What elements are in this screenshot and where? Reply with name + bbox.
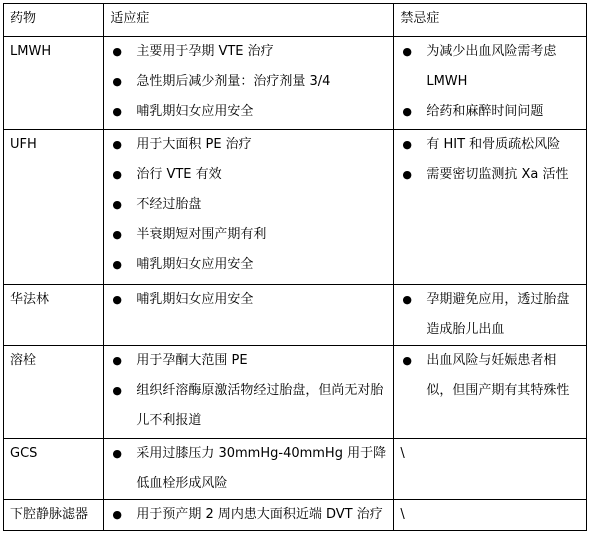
list-item: ● 需要密切监测抗 Xa 活性 [400, 160, 580, 190]
drug-name: 华法林 [4, 285, 104, 346]
table-row [4, 439, 587, 500]
contraindications-cell: \ [394, 439, 587, 500]
contraindications-cell [394, 130, 587, 285]
indications-cell [104, 130, 394, 285]
list-item: ● 组织纤溶酶原激活物经过胎盘，但尚无对胎儿不利报道 [110, 376, 387, 436]
drug-table [3, 3, 587, 531]
drug-name: 溶栓 [4, 346, 104, 439]
header-indications: 适应症 [104, 4, 394, 37]
indications-cell [104, 37, 394, 130]
header-contraindications: 禁忌症 [394, 4, 587, 37]
contraindications-cell [394, 285, 587, 346]
contraindications-cell [394, 346, 587, 439]
list-item: ● 为减少出血风险需考虑 LMWH [400, 37, 580, 97]
list-item: ● 用于预产期 2 周内患大面积近端 DVT 治疗 [110, 500, 387, 530]
contraindications-cell: \ [394, 500, 587, 531]
list-item: ● 用于大面积 PE 治疗 [110, 130, 387, 160]
table-row [4, 285, 587, 346]
table-row [4, 500, 587, 531]
list-item: ● 半衰期短对围产期有利 [110, 220, 387, 250]
header-drug: 药物 [4, 4, 104, 37]
list-item: ● 主要用于孕期 VTE 治疗 [110, 37, 387, 67]
contraindications-cell [394, 37, 587, 130]
list-item: ● 出血风险与妊娠患者相似，但围产期有其特殊性 [400, 346, 580, 406]
drug-name: GCS [4, 439, 104, 500]
table-header-row [4, 4, 587, 37]
list-item: ● 孕期避免应用，透过胎盘造成胎儿出血 [400, 285, 580, 345]
indications-cell [104, 285, 394, 346]
list-item: ● 不经过胎盘 [110, 190, 387, 220]
drug-name: UFH [4, 130, 104, 285]
list-item: ● 采用过膝压力 30mmHg-40mmHg 用于降低血栓形成风险 [110, 439, 387, 499]
list-item: ● 用于孕酮大范围 PE [110, 346, 387, 376]
list-item: ● 哺乳期妇女应用安全 [110, 97, 387, 127]
table-row [4, 130, 587, 285]
list-item: ● 急性期后减少剂量：治疗剂量 3/4 [110, 67, 387, 97]
list-item: ● 给药和麻醉时间问题 [400, 97, 580, 127]
table-row [4, 346, 587, 439]
indications-cell [104, 439, 394, 500]
indications-cell [104, 500, 394, 531]
list-item: ● 治行 VTE 有效 [110, 160, 387, 190]
drug-name: 下腔静脉滤器 [4, 500, 104, 531]
indications-cell [104, 346, 394, 439]
list-item: ● 有 HIT 和骨质疏松风险 [400, 130, 580, 160]
list-item: ● 哺乳期妇女应用安全 [110, 285, 387, 315]
drug-name: LMWH [4, 37, 104, 130]
table-row [4, 37, 587, 130]
list-item: ● 哺乳期妇女应用安全 [110, 250, 387, 280]
